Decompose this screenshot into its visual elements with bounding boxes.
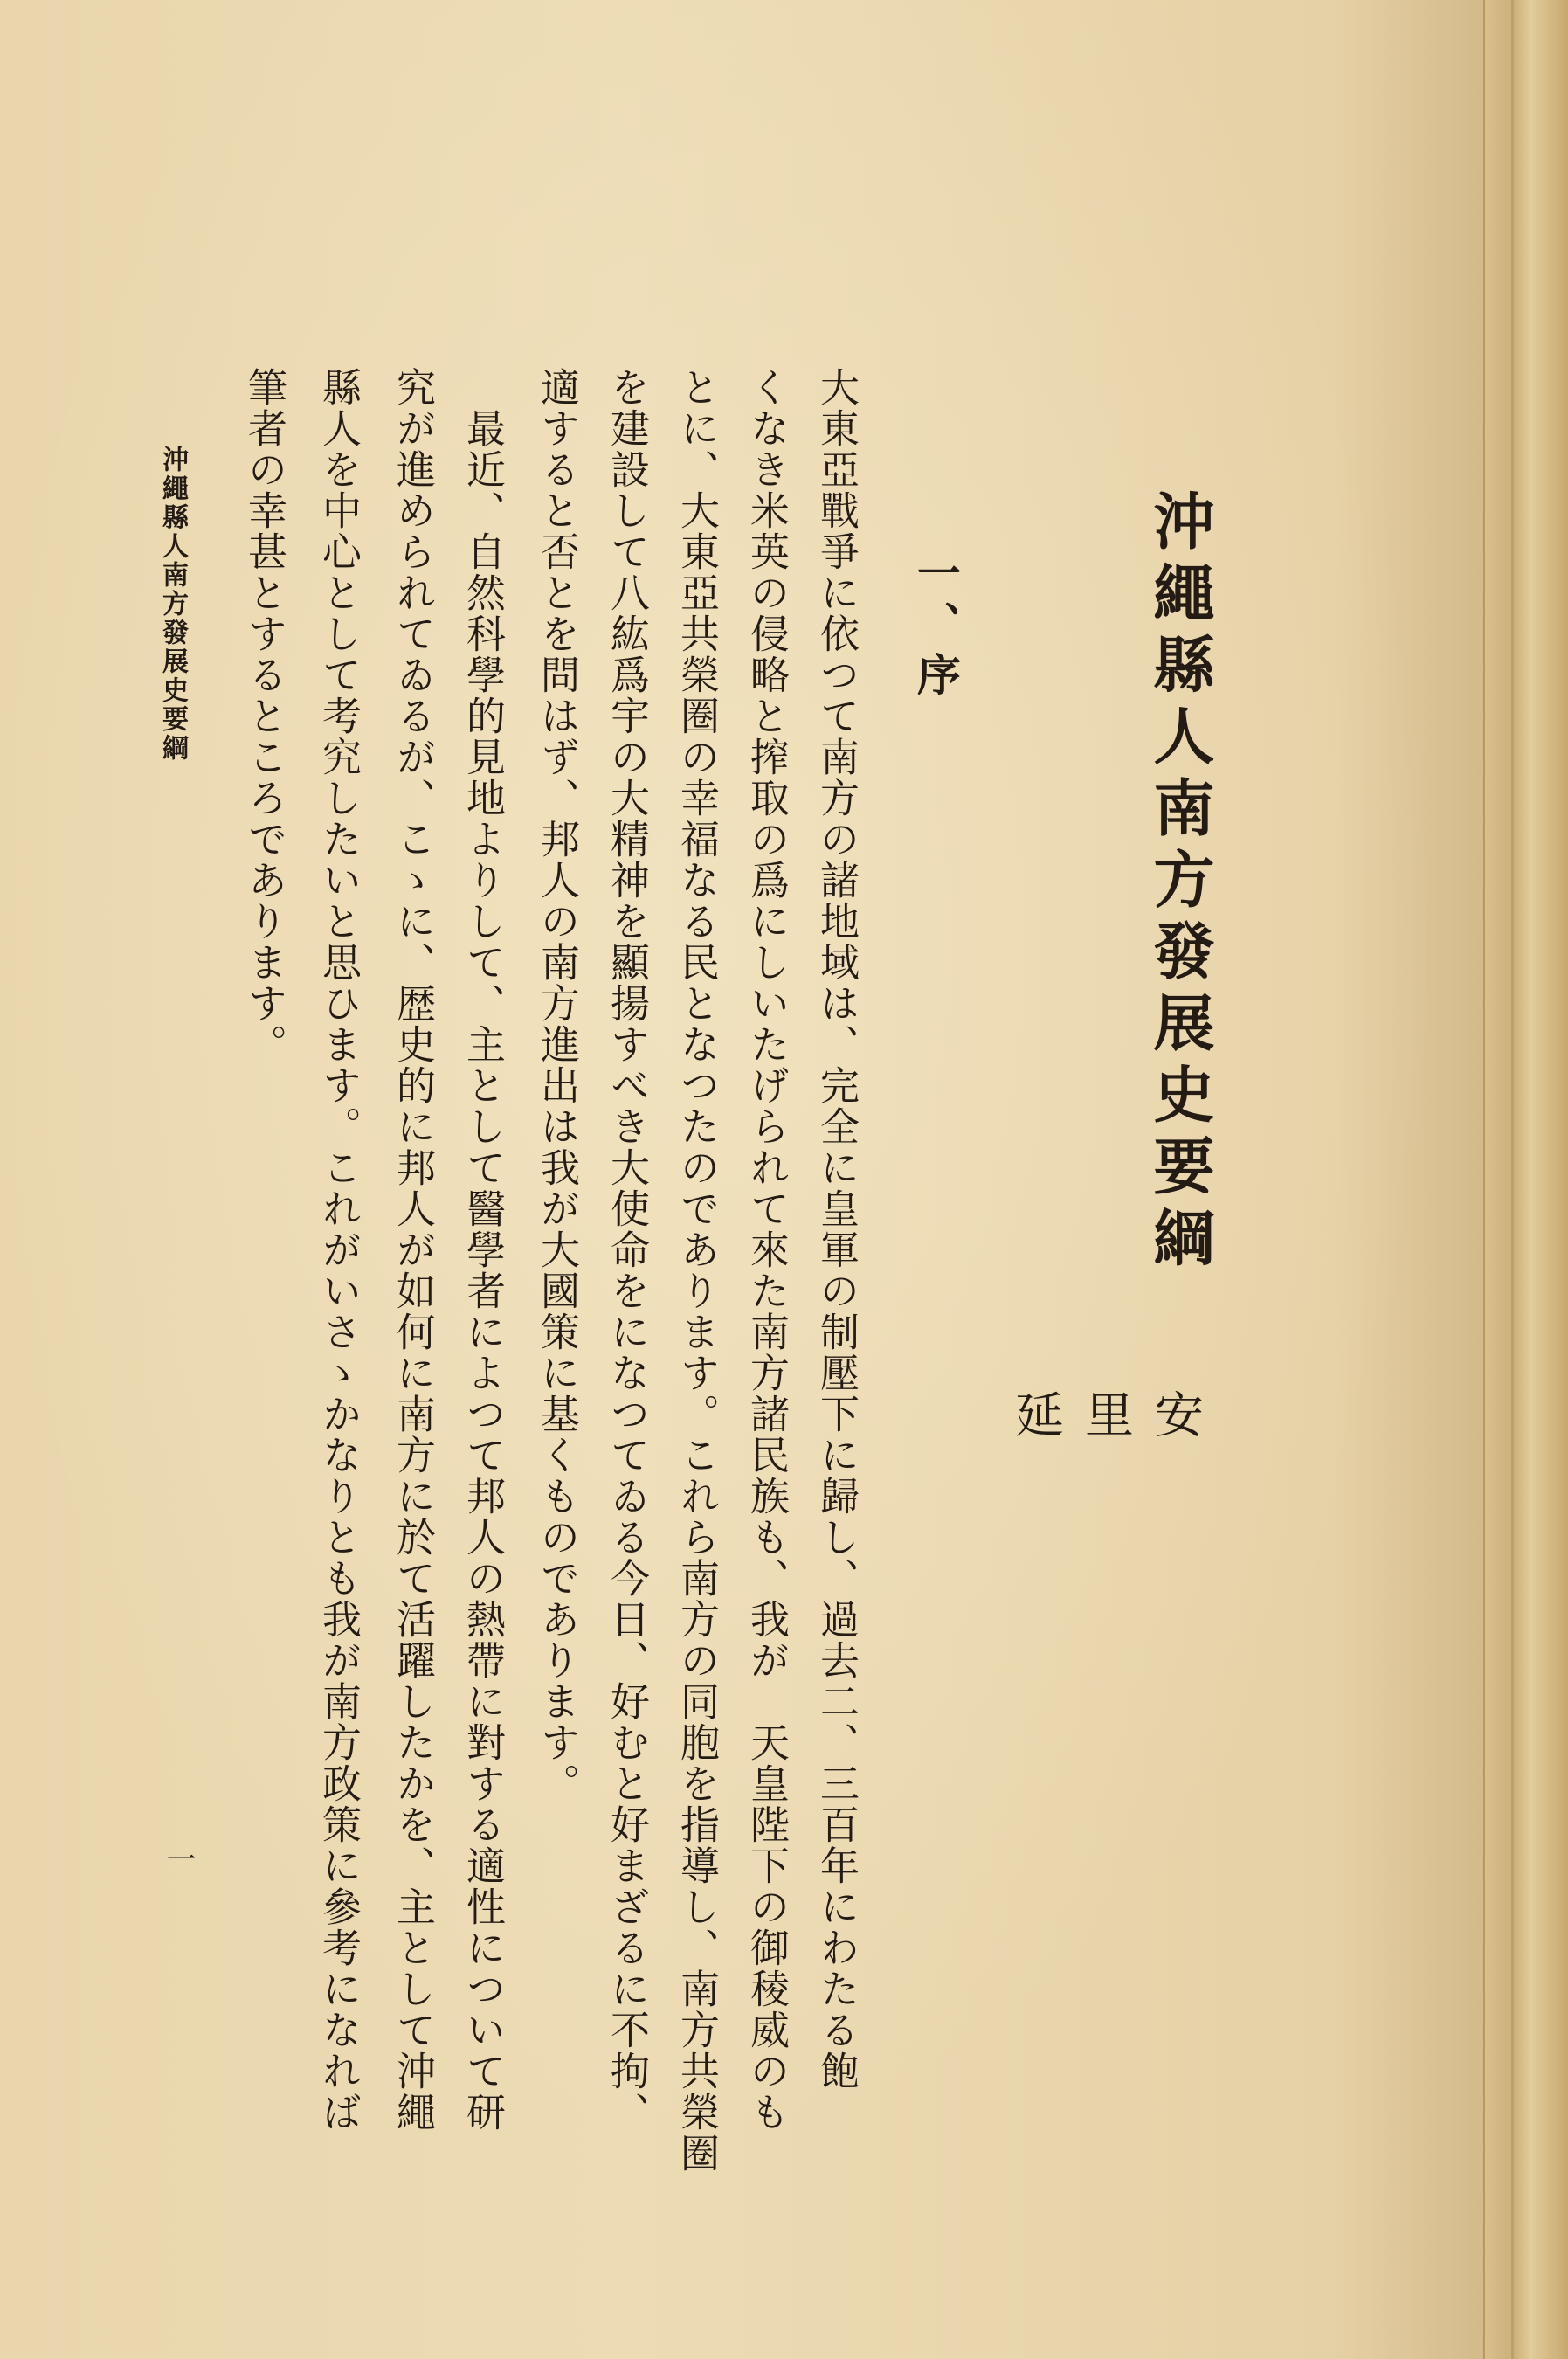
author-char: 里: [1077, 1389, 1134, 1438]
body-text-line: 縣人を中心として考究したいと思ひます。これがいさゝかなりとも我が南方政策に參考になれば: [315, 367, 362, 2133]
body-text-line: を建設して八紘爲宇の大精神を顯揚すべき大使命をになつてゐる今日、好むと好まざるに不拘、: [604, 367, 650, 2133]
body-text-line: 最近、自然科學的見地よりして、主として醫學者によつて邦人の熱帶に對する適性について研: [459, 367, 506, 2133]
body-text-line: とに、大東亞共榮圈の幸福なる民となつたのであります。これら南方の同胞を指導し、南方共榮圈: [673, 367, 720, 2174]
body-text-line: 大東亞戰爭に依つて南方の諸地域は、完全に皇軍の制壓下に歸し、過去二、三百年にわたる飽: [813, 367, 860, 2092]
document-title: 沖繩縣人南方發展史要綱: [1143, 489, 1216, 1277]
author-char: 延: [1007, 1389, 1064, 1438]
author-char: 安: [1147, 1389, 1204, 1438]
page-edge-binding: [1483, 0, 1568, 2359]
body-text-line: 筆者の幸甚とするところであります。: [241, 367, 287, 1065]
running-footer: 沖繩縣人南方發展史要綱: [157, 446, 188, 763]
section-heading: 一、序: [910, 550, 962, 702]
body-text-line: 究が進められてゐるが、こゝに、歴史的に邦人が如何に南方に於て活躍したかを、主として沖繩: [390, 367, 436, 2133]
author-name: [1000, 1389, 1210, 2018]
body-text-line: 適すると否とを問はず、邦人の南方進出は我が大國策に基くものであります。: [534, 367, 580, 1804]
body-text-line: くなき米英の侵略と搾取の爲にしいたげられて來た南方諸民族も、我が 天皇陛下の御稜威のも: [743, 367, 790, 2133]
page-number: 一: [161, 1844, 196, 1873]
